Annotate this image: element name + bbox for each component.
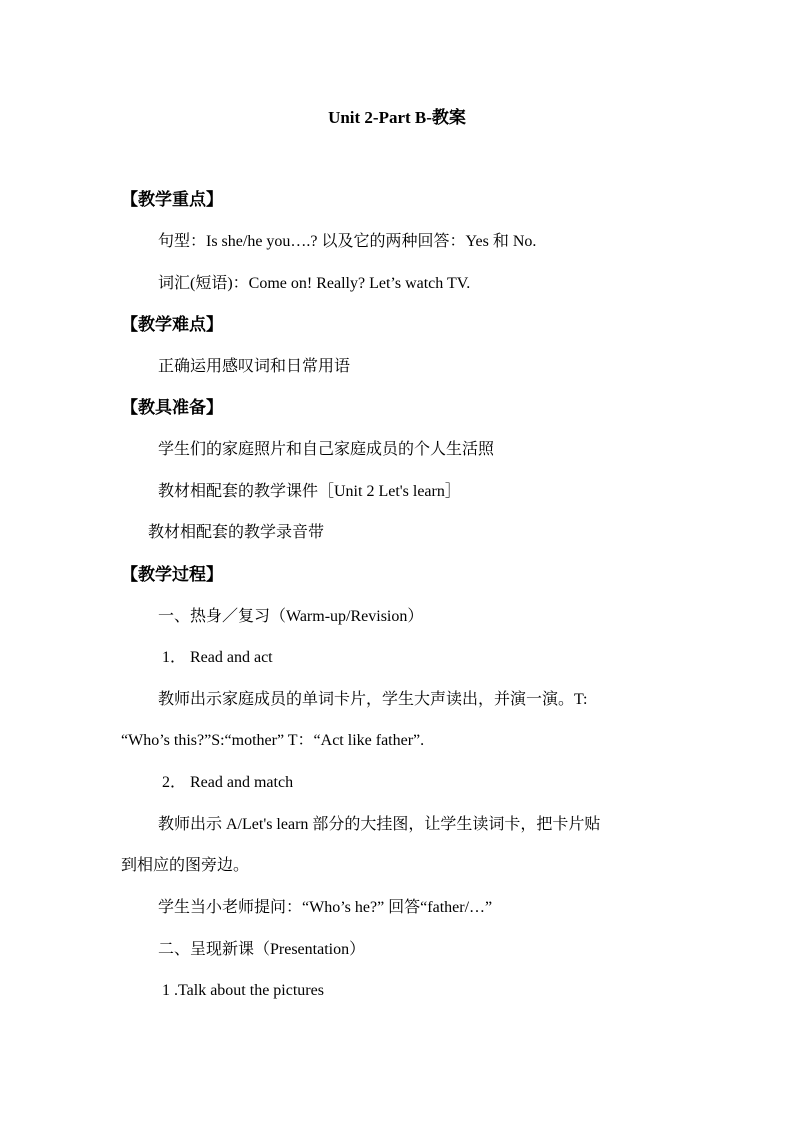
process-line-6: 教师出示 A/Let's learn 部分的大挂图，让学生读词卡，把卡片贴 bbox=[158, 816, 601, 833]
process-line-8: 学生当小老师提问：“Who’s he?” 回答“father/…” bbox=[158, 899, 493, 916]
key-points-line-1: 句型：Is she/he you….? 以及它的两种回答：Yes 和 No. bbox=[158, 233, 537, 250]
process-line-9: 二、呈现新课（Presentation） bbox=[158, 941, 366, 958]
section-heading-materials: 【教具准备】 bbox=[121, 398, 223, 417]
document-title: Unit 2-Part B-教案 bbox=[328, 108, 466, 127]
process-line-2: 1． Read and act bbox=[162, 649, 273, 666]
difficulties-line-1: 正确运用感叹词和日常用语 bbox=[158, 358, 351, 375]
process-line-3: 教师出示家庭成员的单词卡片，学生大声读出，并演一演。T: bbox=[158, 691, 588, 708]
key-points-line-2: 词汇(短语)：Come on! Really? Let’s watch TV. bbox=[158, 275, 471, 292]
process-line-10: 1 .Talk about the pictures bbox=[162, 982, 324, 999]
section-heading-process: 【教学过程】 bbox=[121, 565, 223, 584]
process-line-7: 到相应的图旁边。 bbox=[121, 857, 250, 874]
process-line-4: “Who’s this?”S:“mother” T：“Act like father”. bbox=[121, 732, 425, 749]
process-line-1: 一、热身／复习（Warm-up/Revision） bbox=[158, 608, 424, 625]
process-line-5: 2． Read and match bbox=[162, 774, 294, 791]
section-heading-key-points: 【教学重点】 bbox=[121, 190, 223, 209]
materials-line-1: 学生们的家庭照片和自己家庭成员的个人生活照 bbox=[158, 441, 495, 458]
materials-line-3: 教材相配套的教学录音带 bbox=[148, 524, 325, 541]
materials-line-2: 教材相配套的教学课件［Unit 2 Let's learn］ bbox=[158, 483, 461, 500]
section-heading-difficulties: 【教学难点】 bbox=[121, 315, 223, 334]
